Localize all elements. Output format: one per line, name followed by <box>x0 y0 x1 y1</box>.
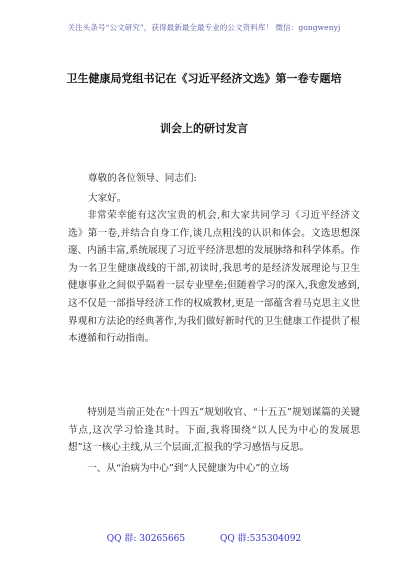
document-title-line-1: 卫生健康局党组书记在《习近平经济文选》第一卷专题培 <box>66 72 342 85</box>
header-note: 关注头条号“公文研究”，获得最新最全最专业的公文资料库！ 微信：gongwenyj <box>67 23 341 32</box>
body-paragraph-1: 非常荣幸能有这次宝贵的机会,和大家共同学习《习近平经济文选》第一卷,并结合自身工作,谈几点粗浅的认识和体会。文选思想深邃、内涵丰富,系统展现了习近平经济思想的发展脉络和科学体系。作为一名卫生健康战线的干部,初读时,我思考的是经济发展理论与卫生健康事业之间似乎隔着一层专业壁垒;但随着学习的深入,我愈发感到,这不仅是一部指导经济工作的权威教材,更是一部蕴含着马克思主义世界观和方法论的经典著作,为我们做好新时代的卫生健康工作提供了根本遵循和行动指南。 <box>68 210 360 345</box>
salutation: 尊敬的各位领导、同志们: <box>88 173 197 184</box>
document-title-line-2: 训会上的研讨发言 <box>160 122 248 135</box>
footer-qq-group-2: QQ 群:535304092 <box>220 534 302 544</box>
footer <box>0 531 408 544</box>
section-heading-1: 一、从“治病为中心”到“人民健康为中心”的立场 <box>87 463 290 474</box>
footer-qq-group-1: QQ 群: 30265665 <box>106 534 186 544</box>
body-paragraph-2: 特别是当前正处在“十四五”规划收官、“十五五”规划谋篇的关键节点,这次学习恰逢其时。下面,我将围绕“以人民为中心的发展思想”这一核心主线,从三个层面,汇报我的学习感悟与反思。 <box>68 407 360 454</box>
greeting: 大家好。 <box>88 193 127 204</box>
